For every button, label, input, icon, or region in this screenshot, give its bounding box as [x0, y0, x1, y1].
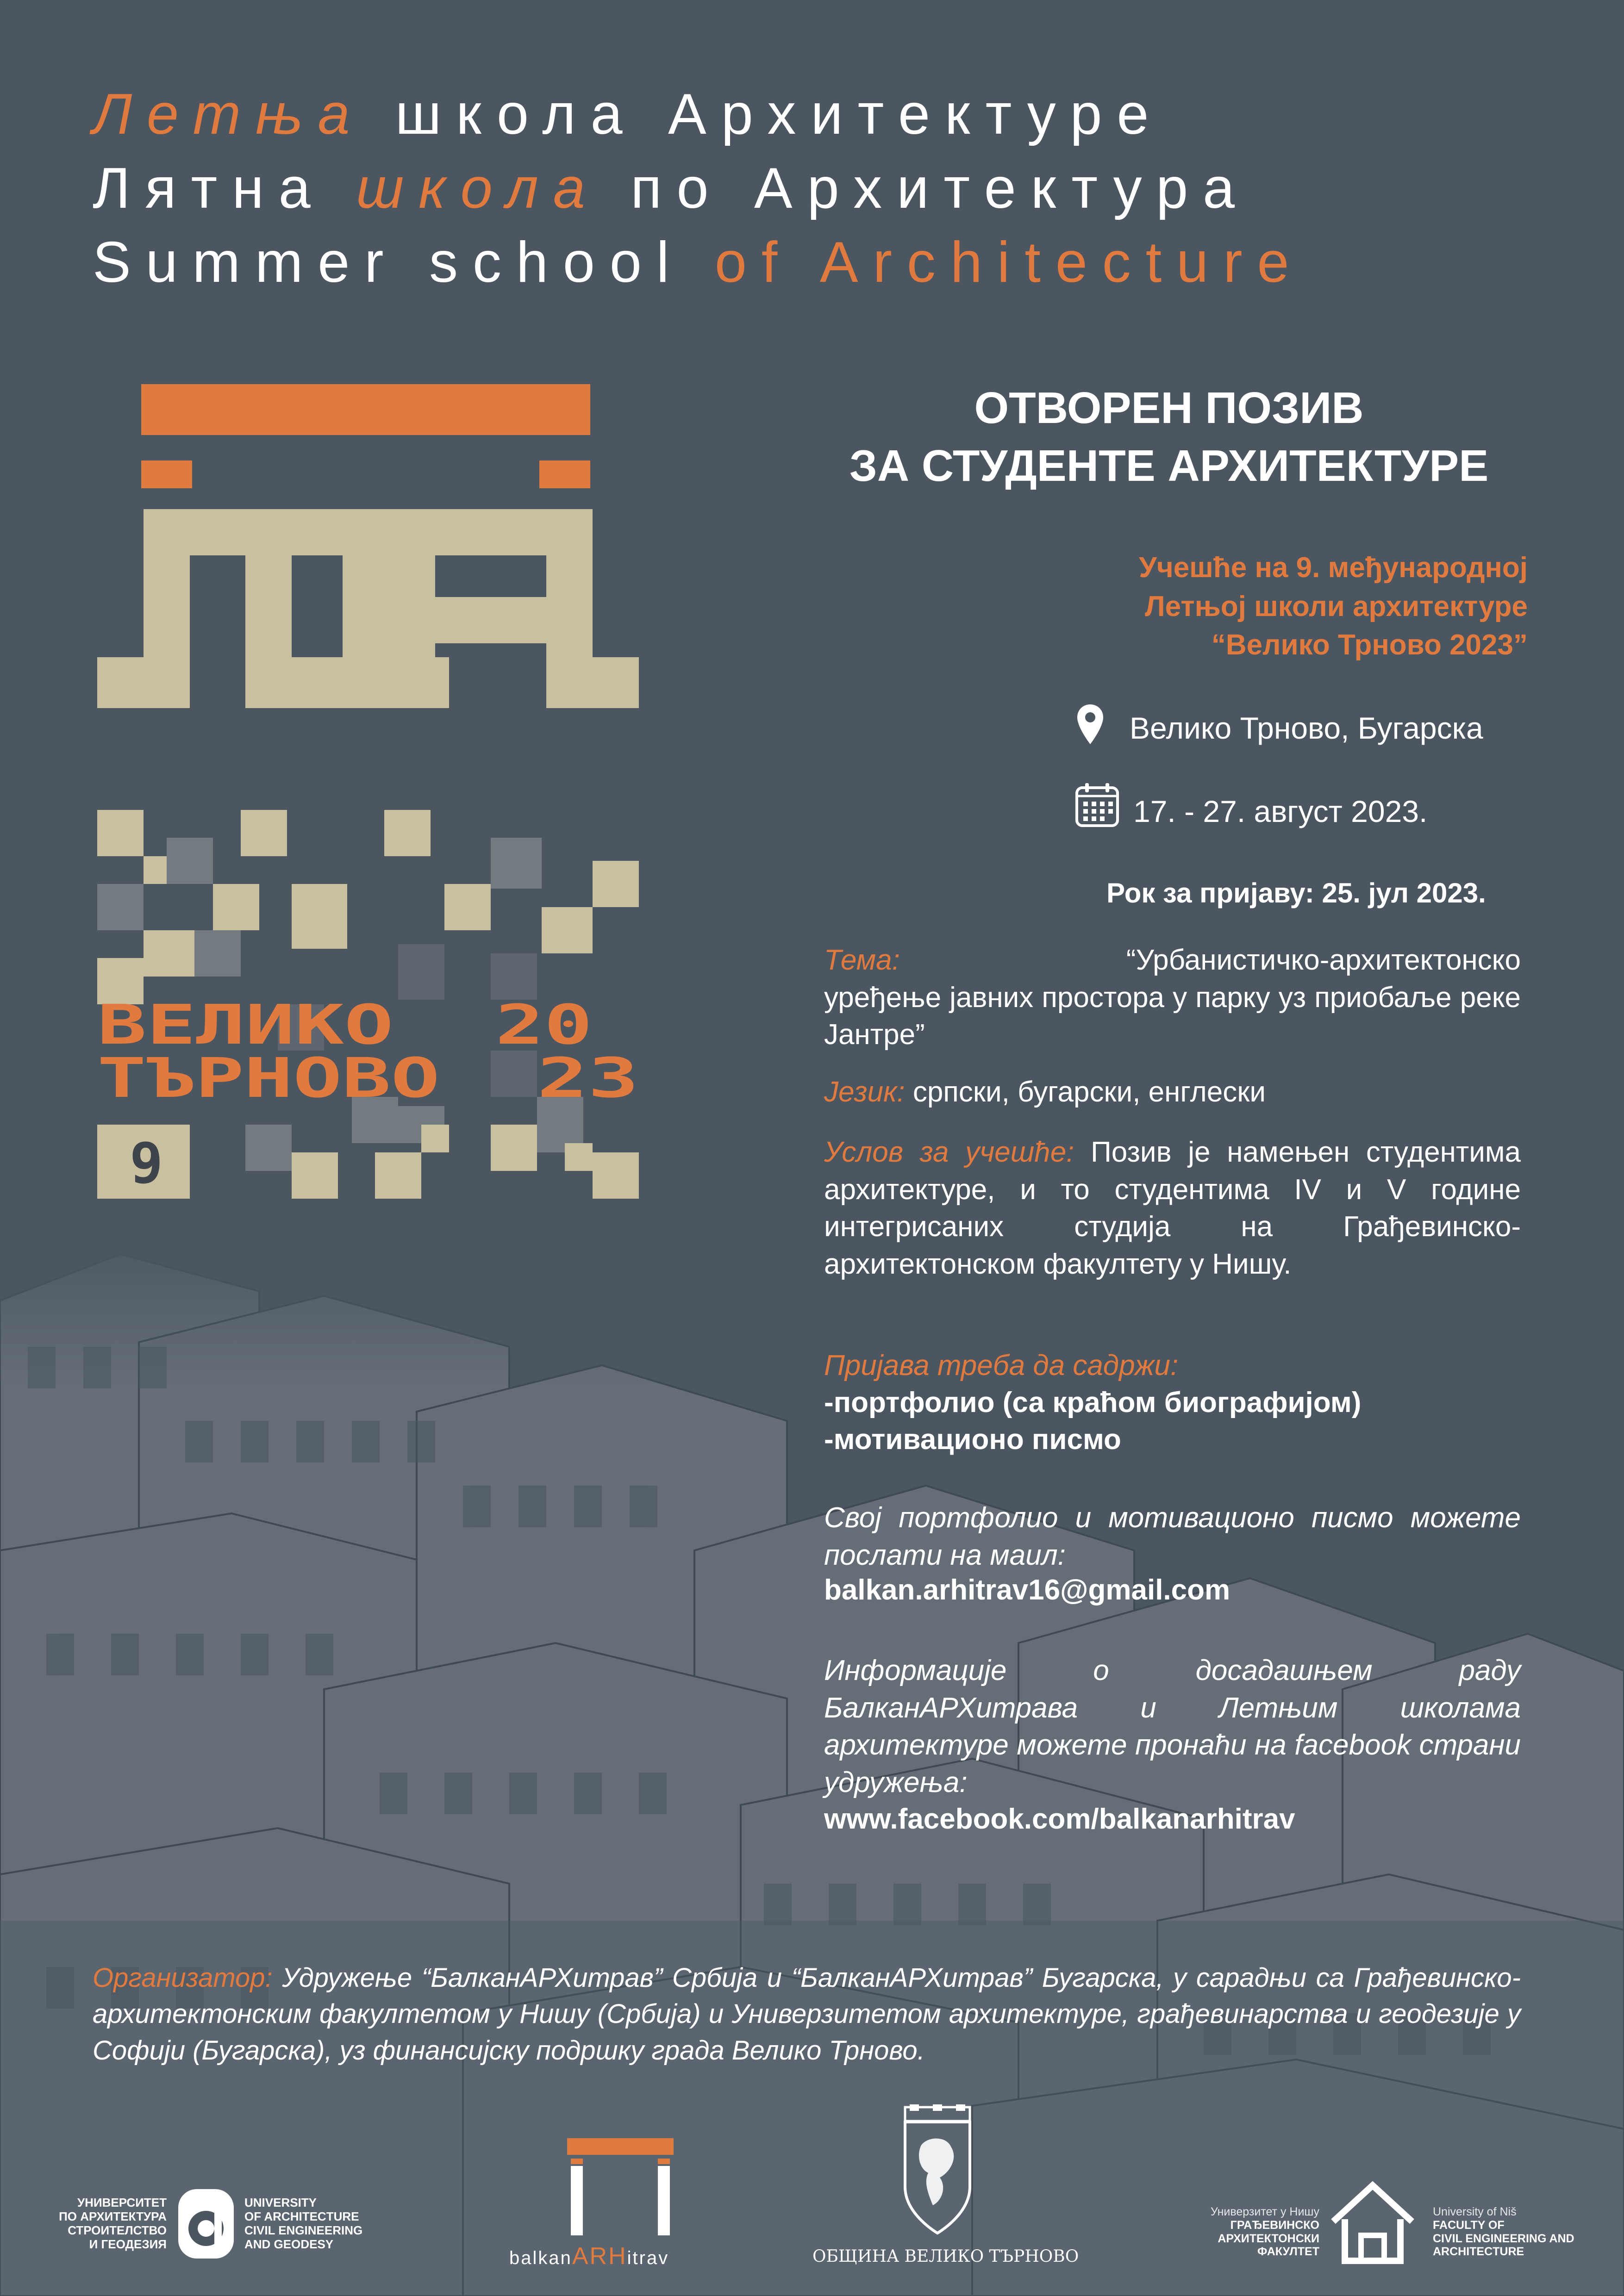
wordmark-part2: ARH	[572, 2243, 627, 2270]
application-deadline: Рок за пријаву: 25. јул 2023.	[1106, 877, 1486, 908]
header-line2-rest: по Архитектура	[600, 156, 1250, 220]
gaf-sr-line3: АРХИТЕКТОНСКИ	[1218, 2232, 1319, 2245]
info-paragraph: Информације о досадашњем раду БалканАРХитрава и Летњим школама архитектуре можете пронаћи на facebook страни удружења:	[824, 1655, 1521, 1798]
logo-year-line2: 23	[537, 1046, 639, 1110]
header-line3-accent: of Architecture	[714, 230, 1304, 294]
condition-label: Услов за учешће:	[824, 1136, 1074, 1168]
call-subtitle	[880, 548, 1528, 665]
balkanarhitrav-wordmark	[509, 2242, 669, 2270]
header-line2-start: Лятна	[93, 156, 356, 220]
header-line2-accent: школа	[356, 156, 600, 220]
call-title-line2: ЗА СТУДЕНТЕ АРХИТЕКТУРЕ	[849, 441, 1489, 491]
header-line1-rest: школа Архитектуре	[364, 82, 1164, 146]
location-pin-icon	[1076, 703, 1104, 745]
theme-text: “Урбанистичко-архитектонско уређење јавних простора у парку уз приобаље реке Јантре”	[824, 944, 1521, 1051]
header-line-serbian	[93, 82, 1164, 146]
application-label	[824, 1349, 1178, 1382]
application-item-letter: -мотивационо писмо	[824, 1424, 1121, 1456]
call-subtitle-line2: Летњој школи архитектуре	[1145, 590, 1528, 622]
organizer-label: Организатор:	[93, 1963, 273, 1993]
call-subtitle-line3: “Велико Трново 2023”	[1211, 629, 1528, 661]
logo-edition-number: 9	[130, 1132, 163, 1196]
uacg-emblem-icon	[174, 2184, 238, 2263]
language-label: Језик:	[824, 1076, 905, 1108]
theme-paragraph	[824, 942, 1521, 1054]
wordmark-part1: balkan	[509, 2248, 572, 2268]
call-title	[787, 380, 1551, 495]
header-line3-start: Summer school	[93, 230, 715, 294]
header-line1-accent: Летња	[93, 82, 365, 146]
uacg-en-line3: CIVIL ENGINEERING	[244, 2223, 363, 2237]
condition-paragraph	[824, 1134, 1521, 1283]
uacg-bg-line2: ПО АРХИТЕКТУРА	[59, 2209, 167, 2223]
application-item-portfolio: -портфолио (са краћом биографијом)	[824, 1387, 1362, 1419]
logo-city-line2: ТЪРНОВО	[97, 1046, 440, 1110]
uacg-bulgarian-name	[56, 2196, 167, 2252]
call-subtitle-line1: Учешће на 9. међународној	[1139, 552, 1528, 584]
uacg-en-line4: AND GEODESY	[244, 2237, 334, 2251]
application-label-text: Пријава треба да садржи:	[824, 1350, 1179, 1381]
contact-email[interactable]: balkan.arhitrav16@gmail.com	[824, 1574, 1230, 1606]
gaf-en-line1: University of Niš	[1433, 2205, 1517, 2218]
gaf-en-line2: FACULTY OF	[1433, 2218, 1505, 2232]
gaf-en-line4: ARCHITECTURE	[1433, 2245, 1524, 2259]
municipality-coat-of-arms-icon	[896, 2103, 979, 2238]
language-text: српски, бугарски, енглески	[905, 1076, 1266, 1108]
header-line-bulgarian	[93, 156, 1250, 220]
gaf-sr-line2: ГРАЂЕВИНСКО	[1230, 2218, 1319, 2232]
organizer-paragraph	[93, 1960, 1521, 2069]
wordmark-part3: itrav	[627, 2248, 669, 2268]
gaf-en-line3: CIVIL ENGINEERING AND	[1433, 2232, 1574, 2245]
uacg-en-line1: UNIVERSITY	[244, 2196, 317, 2209]
gaf-serbian-name	[1167, 2205, 1319, 2259]
uacg-bg-line1: УНИВЕРСИТЕТ	[77, 2196, 167, 2209]
gaf-english-name	[1433, 2205, 1599, 2259]
uacg-english-name	[244, 2196, 383, 2252]
municipality-name: ОБЩИНА ВЕЛИКО ТЪРНОВО	[812, 2247, 1079, 2266]
uacg-bg-line4: И ГЕОДЕЗИЯ	[89, 2237, 167, 2251]
organizer-text: Удружење “БалканАРХитрав” Србија и “БалканАРХитрав” Бугарска, у сарадњи са Грађевинско-архитектонским факултетом у Нишу (Србија) и Универзитетом архитектуре, грађевинарства и геодезије у Софији (Бугарска), уз финансијску подршку града Велико Трново.	[93, 1963, 1521, 2066]
gaf-sr-line4: ФАКУЛТЕТ	[1257, 2245, 1319, 2259]
logo-year-line1: 20	[495, 993, 593, 1057]
calendar-icon	[1074, 782, 1120, 828]
balkanarhitrav-emblem-icon	[567, 2138, 674, 2235]
condition-text: Позив је намењен студентима архитектуре, и то студентима IV и V године интегрисаних студија на Грађевинско-архитектонском факултету у Нишу.	[824, 1136, 1521, 1280]
facebook-link[interactable]: www.facebook.com/balkanarhitrav	[824, 1803, 1295, 1835]
call-title-line1: ОТВОРЕН ПОЗИВ	[974, 383, 1364, 433]
theme-label: Тема:	[824, 944, 900, 976]
language-paragraph	[824, 1074, 1521, 1111]
event-dates: 17. - 27. август 2023.	[1133, 794, 1428, 828]
uacg-en-line2: OF ARCHITECTURE	[244, 2209, 359, 2223]
uacg-bg-line3: СТРОИТЕЛСТВО	[68, 2223, 167, 2237]
gaf-sr-line1: Универзитет у Нишу	[1210, 2205, 1319, 2218]
summer-school-logo	[93, 384, 643, 1208]
header-line-english	[93, 230, 1304, 294]
gaf-house-icon	[1329, 2180, 1417, 2268]
send-instructions: Свој портфолио и мотивационо писмо можете послати на маил:	[824, 1502, 1521, 1571]
event-location: Велико Трново, Бугарска	[1130, 711, 1483, 745]
logo-city-line1: ВЕЛИКО	[97, 993, 394, 1057]
